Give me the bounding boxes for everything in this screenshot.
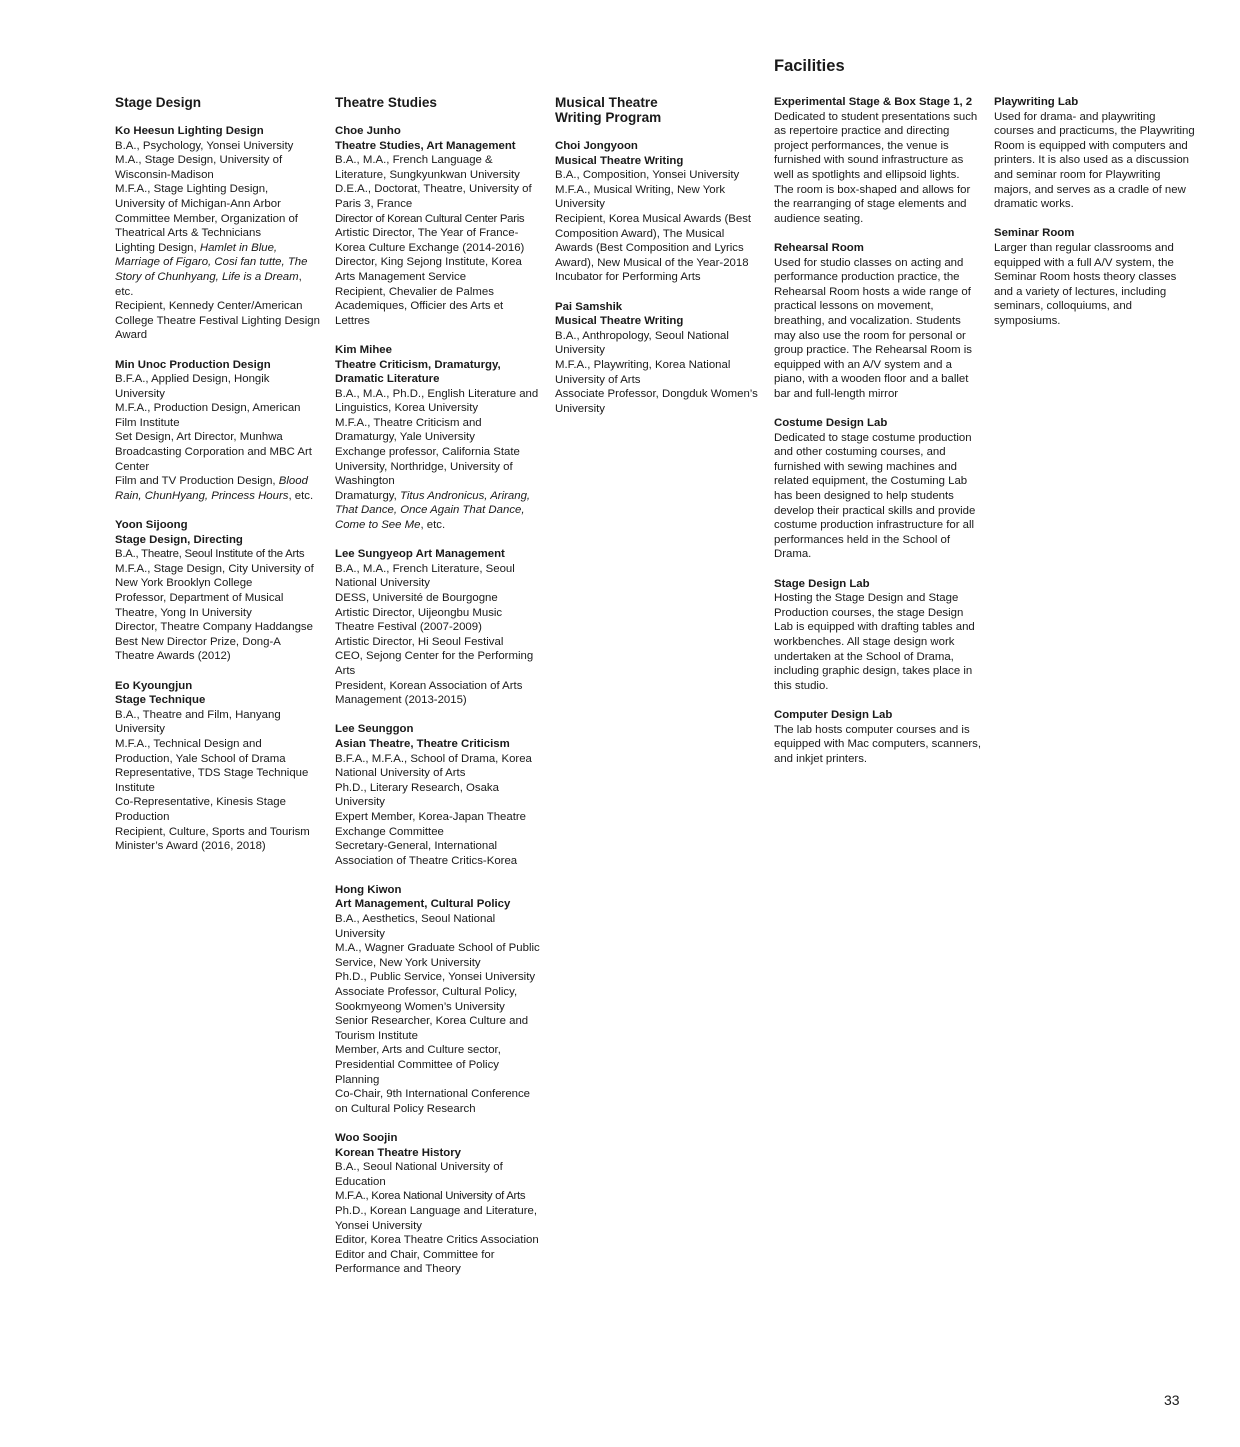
faculty-role: Stage Design, Directing: [115, 533, 243, 546]
faculty-role: Theatre Criticism, Dramaturgy, Dramatic Literature: [335, 358, 501, 386]
faculty-line: Editor and Chair, Committee for Performance and Theory: [335, 1248, 495, 1276]
faculty-line: Co-Chair, 9th International Conference on Cultural Policy Research: [335, 1088, 531, 1115]
faculty-line: B.F.A., M.F.A., School of Drama, Korea National University of Arts: [335, 752, 532, 780]
facility-description: Used for studio classes on acting and performance production practice, the Rehearsal Room hosts a wide range of practical lessons on movement, breathing, and vocalization. Students may also use the room for personal or group practice. The Rehearsal Room is equipped with an A/V system and a piano, with a wooden floor and a ballet bar and full-length mirror: [774, 256, 972, 400]
page-number: 33: [1164, 1392, 1180, 1408]
faculty-line: Best New Director Prize, Dong-A Theatre Awards (2012): [115, 635, 281, 663]
faculty-line: M.F.A., Stage Design, City University of New York Brooklyn College: [115, 562, 314, 590]
faculty-line: Artistic Director, The Year of France-Korea Culture Exchange (2014-2016): [335, 227, 525, 254]
facility-stage-design-lab: [774, 577, 982, 694]
theatre-studies-heading: Theatre Studies: [335, 95, 437, 110]
faculty-line: Professor, Department of Musical Theatre, Yong In University: [115, 592, 284, 619]
facility-title: Playwriting Lab: [994, 96, 1079, 108]
faculty-line: Secretary-General, International Association of Theatre Critics-Korea: [335, 840, 518, 867]
facility-description: Hosting the Stage Design and Stage Production courses, the stage Design Lab is equipped with drafting tables and workbenches. All stage design work undertaken at the School of Drama, including graphic design, takes place in this studio.: [774, 592, 975, 692]
faculty-entry-pai-samshik: [555, 300, 761, 417]
faculty-line: M.F.A., Musical Writing, New York University: [555, 183, 726, 211]
faculty-name: Woo Soojin: [335, 1131, 398, 1144]
faculty-role: Asian Theatre, Theatre Criticism: [335, 737, 510, 750]
faculty-name: Yoon Sijoong: [115, 519, 188, 532]
faculty-entry-woo-soojin: [335, 1131, 541, 1277]
faculty-role: Korean Theatre History: [335, 1146, 461, 1159]
stage-design-heading: Stage Design: [115, 95, 202, 110]
faculty-line: Recipient, Chevalier de Palmes Academiques, Officier des Arts et Lettres: [335, 285, 504, 327]
faculty-entry-min-unoc: [115, 358, 321, 504]
faculty-credit: Film and TV Production Design, Blood Rain, ChunHyang, Princess Hours, etc.: [115, 475, 314, 502]
faculty-role: Musical Theatre Writing: [555, 315, 684, 328]
facilities-column-a: [774, 95, 982, 766]
faculty-entry-kim-mihee: [335, 343, 541, 533]
faculty-line: Ph.D., Public Service, Yonsei University: [335, 971, 536, 984]
faculty-line: DESS, Université de Bourgogne: [335, 592, 498, 604]
facilities-title: Facilities: [774, 57, 845, 75]
faculty-line: CEO, Sejong Center for the Performing Arts: [335, 650, 534, 677]
facility-title: Stage Design Lab: [774, 577, 870, 590]
faculty-line: M.A., Stage Design, University of Wisconsin-Madison: [115, 154, 283, 181]
faculty-line: M.F.A., Stage Lighting Design, University of Michigan-Ann Arbor: [115, 183, 281, 210]
faculty-entry-lee-sungyeop: [335, 547, 541, 708]
faculty-line: M.F.A., Korea National University of Arts: [335, 1190, 526, 1203]
faculty-line: Member, Arts and Culture sector, Presidential Committee of Policy Planning: [335, 1044, 501, 1086]
faculty-credit: Dramaturgy, Titus Andronicus, Arirang, That Dance, Once Again That Dance, Come to See Me, etc.: [335, 489, 531, 532]
faculty-line: President, Korean Association of Arts Management (2013-2015): [335, 679, 523, 707]
facility-playwriting-lab: [994, 95, 1198, 212]
faculty-name: Kim Mihee: [335, 343, 392, 356]
facility-description: Used for drama- and playwriting courses and practicums, the Playwriting Room is equipped with computers and printers. It is also used as a discussion and seminar room for Playwriting majors, and serves as a cradle of new dramatic works.: [994, 110, 1195, 211]
faculty-line: M.F.A., Playwriting, Korea National University of Arts: [555, 358, 731, 386]
facility-description: Larger than regular classrooms and equipped with a full A/V system, the Seminar Room hosts theory classes and a variety of lectures, including seminars, colloquiums, and symposiums.: [994, 241, 1177, 327]
faculty-credit: Lighting Design, Hamlet in Blue, Marriage of Figaro, Cosi fan tutte, The Story of Chunhyang, Life is a Dream, etc.: [115, 241, 308, 298]
faculty-role: Stage Technique: [115, 694, 206, 707]
musical-theatre-column: [555, 95, 761, 416]
faculty-line: B.A., M.A., French Language & Literature, Sungkyunkwan University: [335, 154, 520, 181]
faculty-line: Artistic Director, Hi Seoul Festival: [335, 635, 504, 648]
faculty-line: B.A., M.A., Ph.D., English Literature and Linguistics, Korea University: [335, 387, 539, 415]
faculty-entry-ko-heesun: [115, 124, 321, 343]
faculty-line: B.A., Theatre, Seoul Institute of the Arts: [115, 548, 305, 561]
faculty-line: Co-Representative, Kinesis Stage Production: [115, 796, 286, 823]
faculty-name: Lee Sungyeop Art Management: [335, 548, 505, 561]
faculty-line: Senior Researcher, Korea Culture and Tourism Institute: [335, 1015, 529, 1042]
faculty-line: Set Design, Art Director, Munhwa Broadcasting Corporation and MBC Art Center: [115, 431, 312, 473]
faculty-entry-yoon-sijoong: [115, 518, 321, 664]
faculty-line: M.F.A., Technical Design and Production, Yale School of Drama: [115, 737, 286, 765]
faculty-role: Musical Theatre Writing: [555, 154, 684, 167]
facilities-column-b: [994, 95, 1198, 329]
facility-seminar-room: [994, 226, 1198, 328]
faculty-line: Associate Professor, Dongduk Women’s University: [555, 388, 758, 415]
facility-title: Computer Design Lab: [774, 708, 893, 721]
facility-computer-design-lab: [774, 708, 982, 766]
faculty-line: Director, Theatre Company Haddangse: [115, 621, 313, 634]
faculty-role: Art Management, Cultural Policy: [335, 898, 511, 911]
faculty-entry-hong-kiwon: [335, 883, 541, 1117]
faculty-entry-lee-seunggon: [335, 722, 541, 868]
faculty-line: B.A., Seoul National University of Education: [335, 1161, 503, 1188]
faculty-line: Expert Member, Korea-Japan Theatre Exchange Committee: [335, 810, 526, 838]
faculty-line: M.F.A., Production Design, American Film Institute: [115, 402, 301, 429]
facility-description: The lab hosts computer courses and is equipped with Mac computers, scanners, and inkjet printers.: [774, 723, 982, 765]
faculty-line: B.A., Composition, Yonsei University: [555, 169, 740, 182]
faculty-entry-choi-jongyoon: [555, 139, 761, 285]
faculty-line: Associate Professor, Cultural Policy, Sookmyeong Women’s University: [335, 986, 518, 1013]
facility-description: Dedicated to stage costume production and other costuming courses, and furnished with sewing machines and related equipment, the Costuming Lab has been designed to help students develop their practical skills and provide costume production infrastructure for all performances held in the School of Drama.: [774, 431, 976, 561]
faculty-name: Ko Heesun Lighting Design: [115, 125, 264, 137]
faculty-line: M.A., Wagner Graduate School of Public Service, New York University: [335, 942, 540, 969]
faculty-line: Ph.D., Korean Language and Literature, Yonsei University: [335, 1204, 538, 1232]
faculty-line: Editor, Korea Theatre Critics Association: [335, 1234, 539, 1247]
faculty-line: B.A., M.A., French Literature, Seoul National University: [335, 562, 515, 590]
faculty-name: Choi Jongyoon: [555, 140, 638, 152]
facility-description: Dedicated to student presentations such as repertoire practice and directing project performances, the venue is furnished with sound infrastructure as well as spotlights and ellipsoid lights. The room is box-shaped and allows for the rearranging of stage elements and audience seating.: [774, 110, 978, 225]
facility-title: Experimental Stage & Box Stage 1, 2: [774, 96, 973, 108]
faculty-line: B.A., Aesthetics, Seoul National University: [335, 913, 496, 940]
stage-design-column: [115, 95, 321, 854]
faculty-line: D.E.A., Doctorat, Theatre, University of Paris 3, France: [335, 183, 532, 210]
faculty-name: Choe Junho: [335, 125, 401, 137]
faculty-line: Ph.D., Literary Research, Osaka University: [335, 781, 499, 809]
faculty-line: B.F.A., Applied Design, Hongik University: [115, 373, 270, 400]
faculty-line: M.F.A., Theatre Criticism and Dramaturgy, Yale University: [335, 416, 482, 444]
facility-rehearsal-room: [774, 241, 982, 402]
facility-costume-design-lab: [774, 416, 982, 562]
faculty-line: Exchange professor, California State University, Northridge, University of Washington: [335, 446, 520, 488]
faculty-line: Committee Member, Organization of Theatrical Arts & Technicians: [115, 212, 298, 240]
facility-title: Seminar Room: [994, 227, 1075, 240]
faculty-line: B.A., Anthropology, Seoul National University: [555, 329, 729, 357]
faculty-entry-eo-kyoungjun: [115, 679, 321, 854]
faculty-line: Director, King Sejong Institute, Korea Arts Management Service: [335, 256, 522, 283]
faculty-entry-choe-junho: [335, 124, 541, 328]
faculty-line: Recipient, Kennedy Center/American College Theatre Festival Lighting Design Award: [115, 300, 320, 342]
faculty-line: B.A., Psychology, Yonsei University: [115, 139, 294, 152]
faculty-line: Artistic Director, Uijeongbu Music Theatre Festival (2007-2009): [335, 606, 503, 634]
faculty-line: B.A., Theatre and Film, Hanyang University: [115, 708, 281, 736]
faculty-line: Recipient, Korea Musical Awards (Best Composition Award), The Musical Awards (Best Composition and Lyrics Award), New Musical of the Year-2018 Incubator for Performing Arts: [555, 212, 752, 284]
musical-theatre-heading: Musical Theatre Writing Program: [555, 95, 662, 125]
theatre-studies-column: [335, 95, 541, 1277]
facility-experimental-stage: [774, 95, 982, 226]
faculty-line: Recipient, Culture, Sports and Tourism Minister’s Award (2016, 2018): [115, 825, 310, 853]
faculty-name: Pai Samshik: [555, 300, 623, 313]
faculty-role: Theatre Studies, Art Management: [335, 139, 516, 152]
faculty-line: Representative, TDS Stage Technique Institute: [115, 767, 309, 794]
facility-title: Rehearsal Room: [774, 241, 864, 254]
faculty-name: Hong Kiwon: [335, 883, 402, 896]
faculty-name: Min Unoc Production Design: [115, 358, 271, 371]
faculty-line: Director of Korean Cultural Center Paris: [335, 212, 525, 225]
faculty-name: Eo Kyoungjun: [115, 679, 193, 692]
facility-title: Costume Design Lab: [774, 417, 888, 430]
faculty-name: Lee Seunggon: [335, 723, 414, 736]
